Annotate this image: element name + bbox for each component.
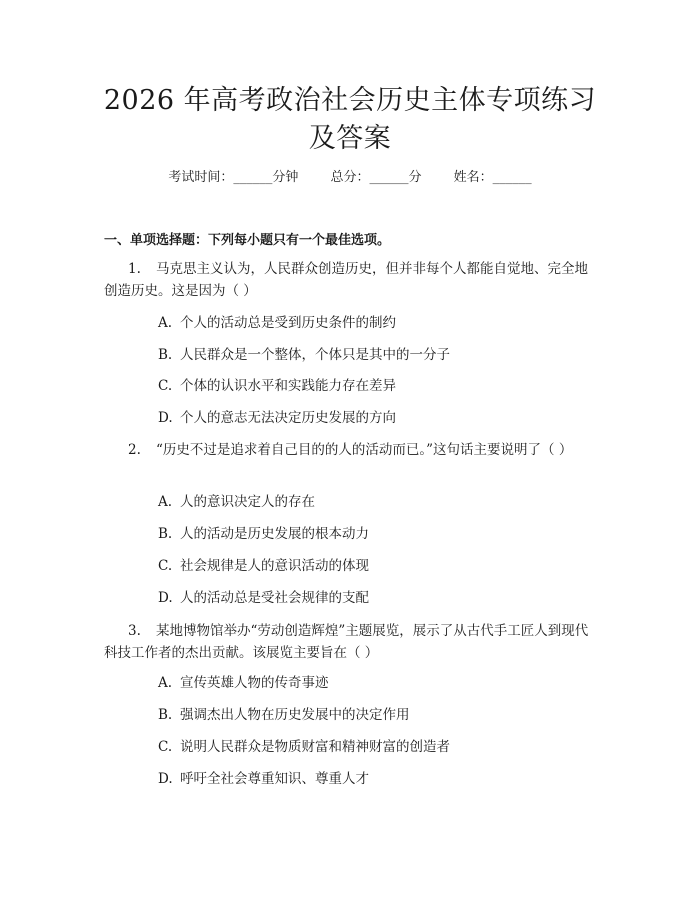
option-text: 宣传英雄人物的传奇事迹 bbox=[180, 675, 329, 691]
option-label: C. bbox=[158, 558, 173, 574]
question-1 bbox=[104, 258, 600, 302]
option-label: B. bbox=[158, 707, 173, 723]
question-text: “历史不过是追求着自己目的的人的活动而已。”这句话主要说明了（ ） bbox=[156, 442, 573, 458]
section-heading: 一、单项选择题：下列每小题只有一个最佳选项。 bbox=[104, 233, 391, 248]
option-c bbox=[158, 376, 396, 396]
option-label: C. bbox=[158, 378, 173, 394]
option-b bbox=[158, 345, 450, 365]
question-text: 某地博物馆举办“劳动创造辉煌”主题展览，展示了从古代手工匠人到现代科技工作者的杰出贡献。该展览主要旨在（ ） bbox=[104, 623, 589, 661]
option-a bbox=[158, 673, 329, 693]
option-text: 社会规律是人的意识活动的体现 bbox=[180, 558, 369, 574]
option-c bbox=[158, 737, 450, 757]
option-text: 个体的认识水平和实践能力存在差异 bbox=[180, 378, 396, 394]
question-stem bbox=[104, 620, 600, 664]
question-number: 3. bbox=[128, 623, 141, 639]
option-c bbox=[158, 556, 369, 576]
option-label: D. bbox=[158, 410, 173, 426]
option-a bbox=[158, 492, 315, 512]
option-text: 人的活动是历史发展的根本动力 bbox=[180, 526, 369, 542]
option-text: 呼吁全社会尊重知识、尊重人才 bbox=[180, 771, 369, 787]
document-title: 2026 年高考政治社会历史主体专项练习及答案 bbox=[103, 85, 597, 154]
option-b bbox=[158, 524, 369, 544]
question-stem bbox=[104, 258, 600, 302]
exam-time-field: 考试时间：______分钟 bbox=[168, 170, 299, 185]
option-label: A. bbox=[158, 315, 173, 331]
question-2 bbox=[104, 439, 600, 461]
option-text: 说明人民群众是物质财富和精神财富的创造者 bbox=[180, 739, 450, 755]
option-text: 人民群众是一个整体，个体只是其中的一分子 bbox=[180, 347, 450, 363]
option-d bbox=[158, 588, 369, 608]
option-label: A. bbox=[158, 494, 173, 510]
question-text: 马克思主义认为，人民群众创造历史，但并非每个人都能自觉地、完全地创造历史。这是因为（ ） bbox=[104, 261, 588, 299]
option-text: 个人的意志无法决定历史发展的方向 bbox=[180, 410, 396, 426]
question-stem bbox=[104, 439, 600, 461]
option-label: B. bbox=[158, 526, 173, 542]
question-number: 1. bbox=[128, 261, 141, 277]
option-d bbox=[158, 769, 369, 789]
option-label: C. bbox=[158, 739, 173, 755]
option-text: 人的活动总是受社会规律的支配 bbox=[180, 590, 369, 606]
exam-meta bbox=[0, 168, 700, 188]
option-label: A. bbox=[158, 675, 173, 691]
option-label: B. bbox=[158, 347, 173, 363]
option-text: 强调杰出人物在历史发展中的决定作用 bbox=[180, 707, 410, 723]
question-number: 2. bbox=[128, 442, 141, 458]
option-label: D. bbox=[158, 771, 173, 787]
option-text: 人的意识决定人的存在 bbox=[180, 494, 315, 510]
student-name-field: 姓名：______ bbox=[453, 170, 532, 185]
option-b bbox=[158, 705, 410, 725]
option-a bbox=[158, 313, 396, 333]
total-score-field: 总分：______分 bbox=[330, 170, 422, 185]
option-text: 个人的活动总是受到历史条件的制约 bbox=[180, 315, 396, 331]
question-3 bbox=[104, 620, 600, 664]
option-d bbox=[158, 408, 396, 428]
option-label: D. bbox=[158, 590, 173, 606]
